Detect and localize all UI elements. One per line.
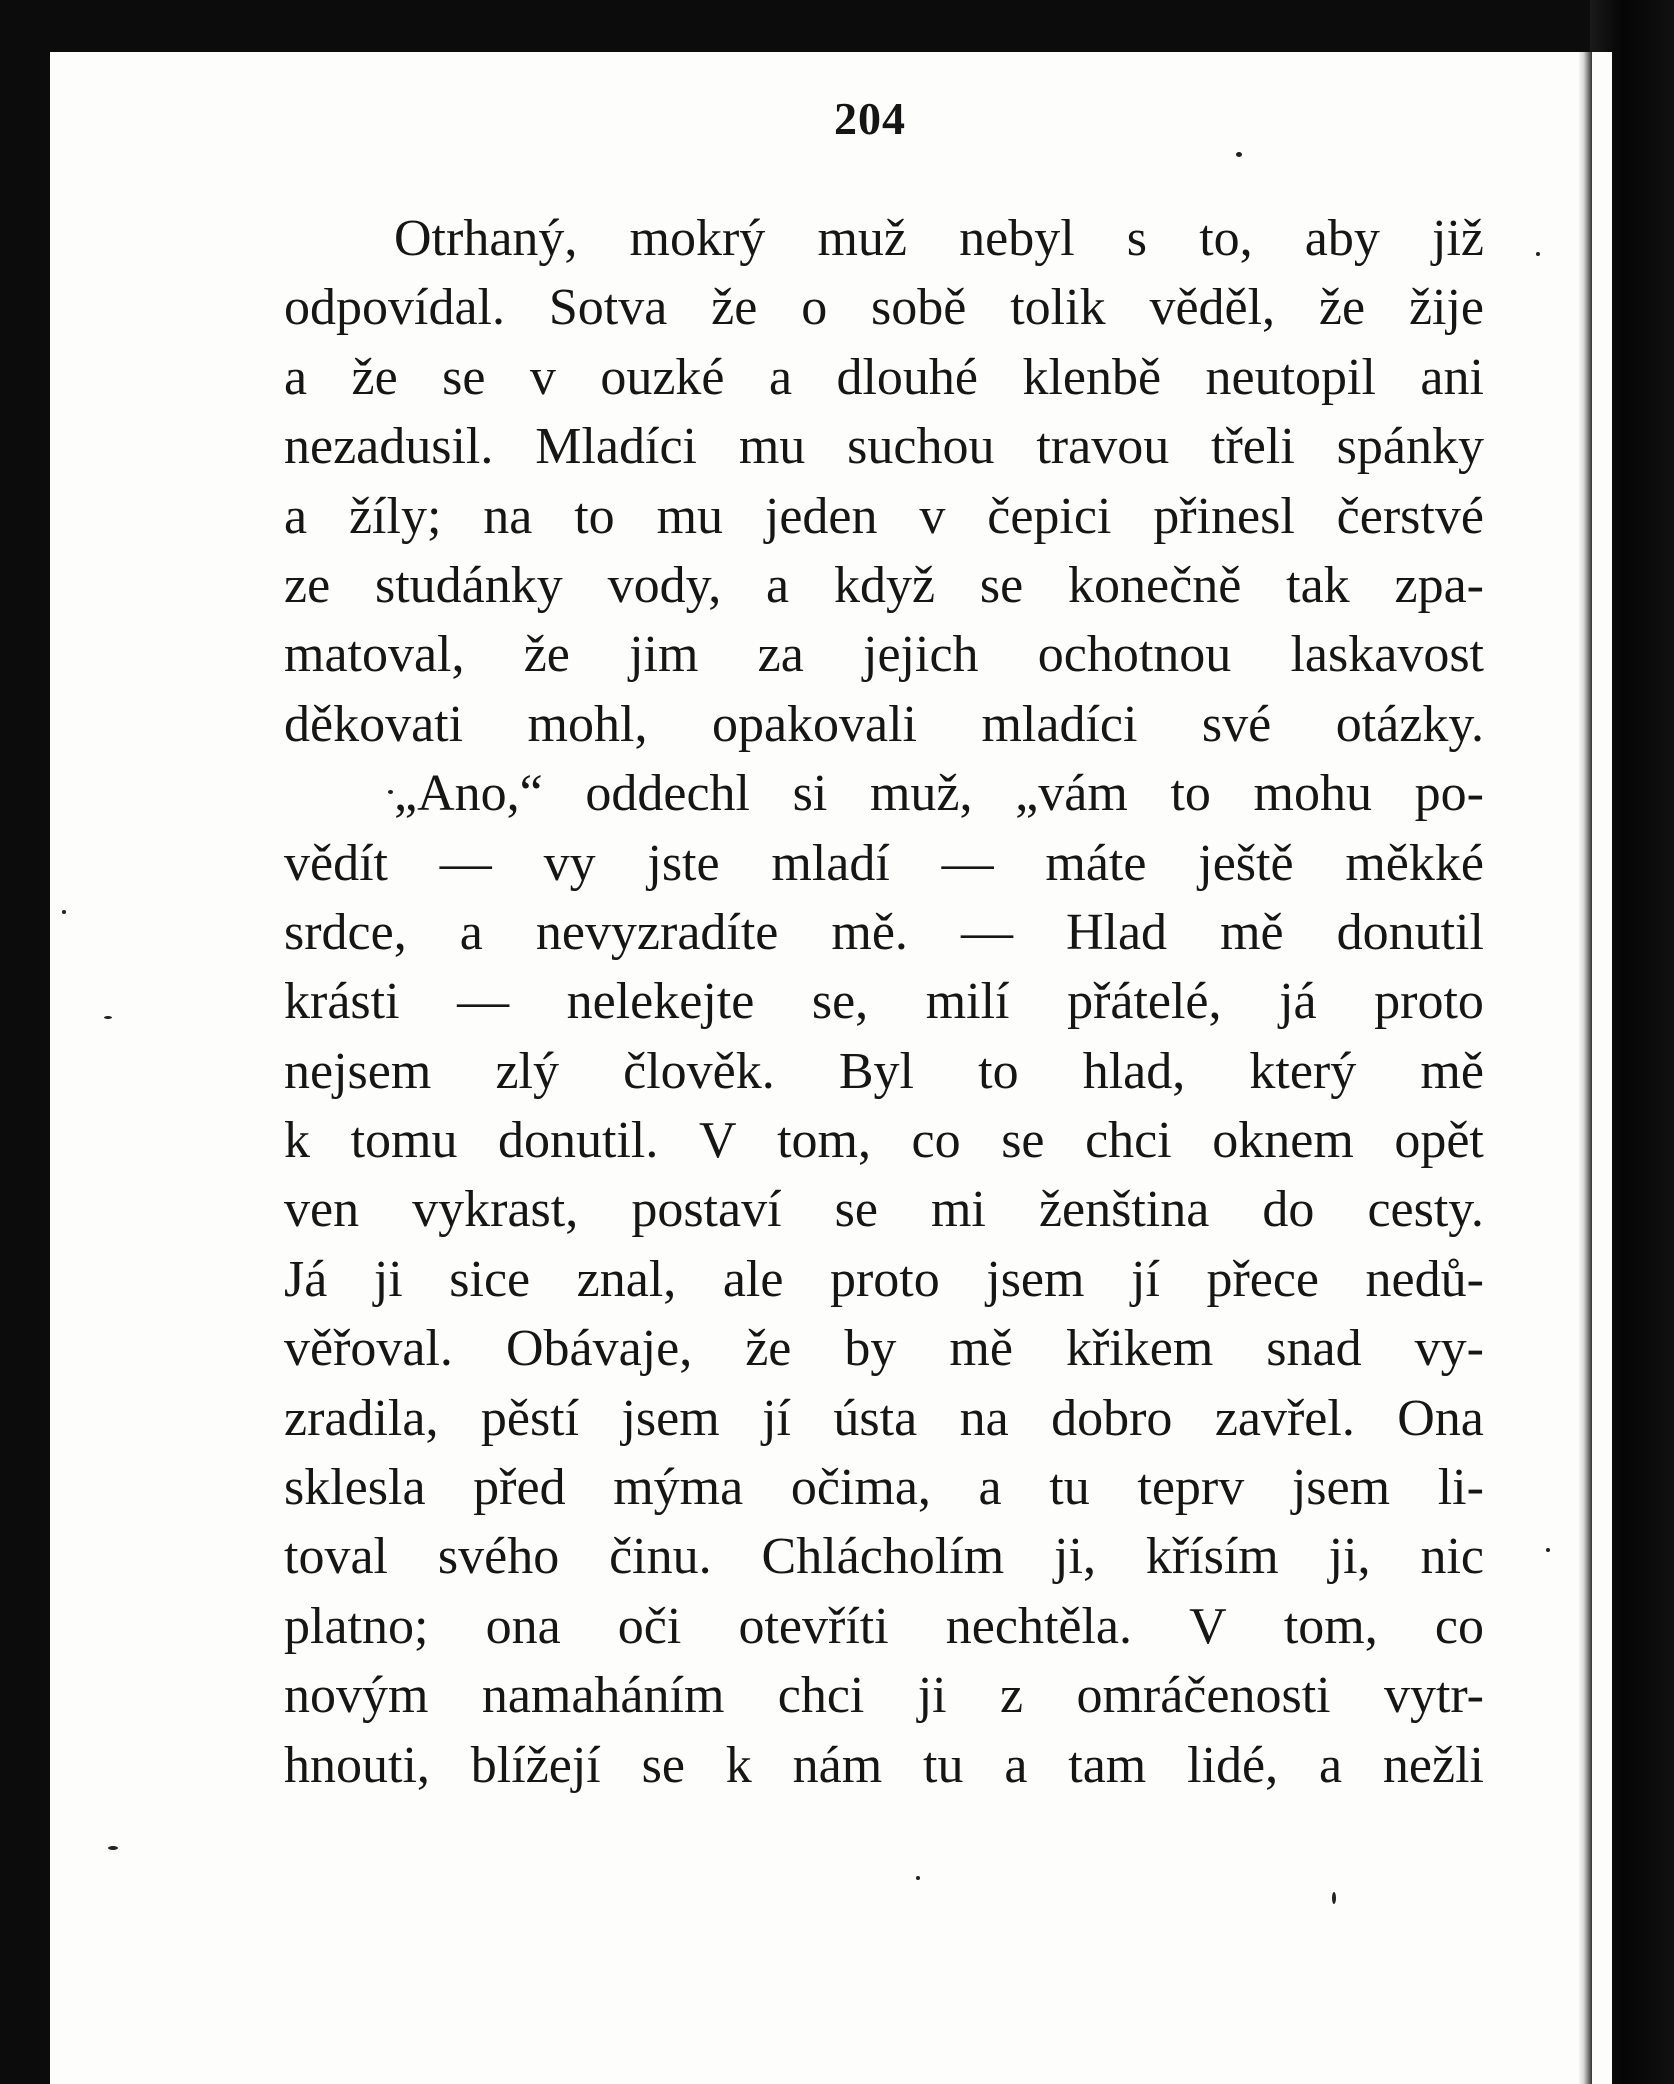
word: že: [351, 348, 398, 406]
word: opět: [1394, 1112, 1484, 1170]
text-line: [284, 1661, 1484, 1730]
word: ona: [485, 1597, 561, 1655]
scan-speck: [1236, 152, 1242, 157]
word: chci: [777, 1667, 865, 1725]
word: s: [1126, 210, 1148, 267]
word: přátelé,: [1067, 973, 1222, 1031]
word: V: [1189, 1597, 1227, 1655]
word: ji,: [1328, 1528, 1371, 1586]
text-line: [284, 1175, 1484, 1244]
scan-speck: [1332, 1892, 1336, 1904]
word: spánky: [1336, 418, 1484, 476]
word: travou: [1036, 418, 1170, 476]
word: mě: [1420, 1042, 1484, 1100]
text-line: [284, 482, 1484, 551]
scan-speck: [1546, 1548, 1550, 1552]
word: cesty.: [1367, 1181, 1484, 1239]
text-line: [284, 1106, 1484, 1175]
word: za: [757, 626, 804, 684]
word: suchou: [847, 418, 995, 476]
page-text: [284, 204, 1484, 1800]
text-line: [284, 1592, 1484, 1661]
word: vědít: [284, 834, 388, 892]
word: namaháním: [481, 1667, 725, 1725]
word: muž: [817, 210, 907, 267]
word: platno;: [284, 1597, 429, 1655]
word: novým: [284, 1667, 429, 1725]
page-number: 204: [834, 93, 906, 144]
word: křikem: [1065, 1320, 1214, 1378]
word: —: [941, 834, 994, 892]
word: mokrý: [629, 210, 766, 267]
text-line: [284, 551, 1484, 620]
word: Sotva: [548, 279, 668, 337]
word: nelekejte: [566, 973, 755, 1031]
word: třeli: [1211, 418, 1295, 476]
text-line: [284, 759, 1484, 828]
word: tom,: [1283, 1597, 1378, 1655]
word: li-: [1437, 1459, 1484, 1517]
word: očima,: [790, 1459, 931, 1517]
word: jste: [647, 834, 720, 892]
word: tom,: [777, 1112, 871, 1170]
word: matoval,: [284, 626, 465, 684]
word: nevyzradíte: [535, 903, 779, 961]
text-line: [284, 620, 1484, 689]
word: a: [766, 556, 790, 614]
word: člověk.: [623, 1042, 775, 1100]
word: mladí: [771, 834, 890, 892]
word: vykrast,: [412, 1181, 579, 1239]
word: své: [1201, 695, 1272, 753]
word: oči: [617, 1597, 682, 1655]
word: hlad,: [1082, 1042, 1186, 1100]
word: dlouhé: [836, 348, 979, 406]
word: oddechl: [585, 765, 750, 823]
word: svého: [437, 1528, 560, 1586]
word: hnouti,: [284, 1736, 430, 1794]
word: mýma: [613, 1459, 744, 1517]
word: odpovídal.: [284, 279, 505, 337]
word: pěstí: [480, 1389, 580, 1447]
word: sobě: [871, 279, 967, 337]
word: to: [978, 1042, 1019, 1100]
word: Obávaje,: [505, 1320, 693, 1378]
word: Ona: [1397, 1389, 1484, 1447]
word: nežli: [1382, 1736, 1484, 1794]
word: Hlad: [1065, 903, 1168, 961]
word: ochotnou: [1037, 626, 1232, 684]
word: ústa: [833, 1389, 918, 1447]
word: k: [284, 1112, 310, 1170]
text-line: [284, 1522, 1484, 1591]
word: k: [725, 1736, 752, 1794]
word: by: [844, 1320, 897, 1378]
word: —: [960, 903, 1013, 961]
word: jejich: [863, 626, 979, 684]
word: jsem: [986, 1250, 1085, 1308]
word: snad: [1266, 1320, 1362, 1378]
word: konečně: [1068, 556, 1242, 614]
word: a: [459, 903, 483, 961]
word: proto: [829, 1250, 940, 1308]
word: a: [1318, 1736, 1343, 1794]
word: zlý: [495, 1042, 559, 1100]
word: mu: [656, 487, 724, 545]
word: již: [1432, 210, 1484, 267]
word: donutil.: [498, 1112, 659, 1170]
scan-speck: [62, 910, 66, 914]
word: krásti: [284, 973, 400, 1031]
word: který: [1249, 1042, 1357, 1100]
word: mi: [930, 1181, 986, 1239]
word: na: [959, 1389, 1009, 1447]
word: že: [1318, 279, 1366, 337]
word: vy-: [1414, 1320, 1484, 1378]
word: tak: [1286, 556, 1350, 614]
word: sklesla: [284, 1459, 426, 1517]
text-line: [284, 1245, 1484, 1314]
word: mě: [1220, 903, 1284, 961]
word: Otrhaný,: [394, 210, 578, 267]
word: se,: [811, 973, 869, 1031]
word: jí: [1131, 1250, 1160, 1308]
scan-speck: [108, 1846, 118, 1850]
text-line: [284, 1037, 1484, 1106]
word: zradila,: [284, 1389, 439, 1447]
word: tu: [1049, 1459, 1090, 1517]
word: věděl,: [1149, 279, 1276, 337]
word: mě: [949, 1320, 1013, 1378]
word: nic: [1420, 1528, 1484, 1586]
word: nebyl: [959, 210, 1075, 267]
word: jsem: [621, 1389, 720, 1447]
word: nedů-: [1365, 1250, 1484, 1308]
word: ji: [917, 1667, 947, 1725]
word: ze: [284, 556, 331, 614]
word: z: [1000, 1667, 1024, 1725]
text-line: [284, 204, 1484, 273]
word: činu.: [609, 1528, 712, 1586]
word: tolik: [1010, 279, 1106, 337]
word: tomu: [350, 1112, 458, 1170]
word: na: [483, 487, 533, 545]
word: muž,: [869, 765, 973, 823]
word: a: [978, 1459, 1002, 1517]
word: ženština: [1038, 1181, 1210, 1239]
word: se: [1001, 1112, 1045, 1170]
word: ani: [1420, 348, 1484, 406]
word: čepici: [987, 487, 1112, 545]
text-line: [284, 1453, 1484, 1522]
word: laskavost: [1290, 626, 1484, 684]
word: se: [834, 1181, 878, 1239]
word: nechtěla.: [945, 1597, 1133, 1655]
word: proto: [1374, 973, 1484, 1031]
word: sice: [449, 1250, 531, 1308]
word: opakovali: [711, 695, 917, 753]
word: dobro: [1051, 1389, 1173, 1447]
page-edge: [1578, 52, 1592, 2084]
scan-speck: [1536, 252, 1540, 256]
word: jim: [629, 626, 699, 684]
word: v: [919, 487, 946, 545]
word: otázky.: [1335, 695, 1484, 753]
word: přinesl: [1153, 487, 1295, 545]
word: nám: [792, 1736, 883, 1794]
word: zpa-: [1394, 556, 1484, 614]
word: ale: [722, 1250, 784, 1308]
word: Byl: [838, 1042, 914, 1100]
word: nezadusil.: [284, 418, 494, 476]
word: milí: [925, 973, 1010, 1031]
word: o: [801, 279, 828, 337]
word: se: [641, 1736, 685, 1794]
word: znal,: [576, 1250, 677, 1308]
word: já: [1279, 973, 1317, 1031]
word: „vám: [1015, 765, 1128, 823]
word: žíly;: [348, 487, 442, 545]
word: vody,: [607, 556, 722, 614]
word: po-: [1414, 765, 1484, 823]
word: jí: [762, 1389, 792, 1447]
word: že: [711, 279, 758, 337]
word: to: [1170, 765, 1211, 823]
word: věřoval.: [284, 1320, 453, 1378]
word: před: [473, 1459, 566, 1517]
word: že: [745, 1320, 792, 1378]
word: „Ano,“: [394, 765, 543, 823]
word: vytr-: [1383, 1667, 1484, 1725]
word: toval: [284, 1528, 388, 1586]
word: mladíci: [981, 695, 1138, 753]
word: a: [768, 348, 793, 406]
word: to,: [1199, 210, 1253, 267]
word: a: [284, 487, 308, 545]
word: mohl,: [527, 695, 648, 753]
word: máte: [1045, 834, 1147, 892]
word: měkké: [1345, 834, 1484, 892]
word: lidé,: [1187, 1736, 1279, 1794]
word: že: [523, 626, 570, 684]
word: chci: [1085, 1112, 1172, 1170]
word: tu: [923, 1736, 964, 1794]
word: vy: [543, 834, 596, 892]
word: otevříti: [738, 1597, 889, 1655]
word: teprv: [1137, 1459, 1245, 1517]
word: postaví: [631, 1181, 782, 1239]
word: ji: [373, 1250, 403, 1308]
word: ven: [284, 1181, 360, 1239]
word: Já: [284, 1250, 328, 1308]
word: ji,: [1054, 1528, 1096, 1586]
scan-speck: [916, 1876, 920, 1880]
word: když: [833, 556, 936, 614]
word: nejsem: [284, 1042, 432, 1100]
word: mu: [738, 418, 806, 476]
word: v: [529, 348, 556, 406]
word: studánky: [375, 556, 563, 614]
word: srdce,: [284, 903, 407, 961]
scan-speck: [388, 790, 393, 794]
word: —: [439, 834, 492, 892]
text-line: [284, 690, 1484, 759]
text-line: [284, 1384, 1484, 1453]
word: přece: [1206, 1250, 1319, 1308]
word: tam: [1068, 1736, 1147, 1794]
text-line: [284, 412, 1484, 481]
word: čerstvé: [1336, 487, 1484, 545]
word: jsem: [1291, 1459, 1391, 1517]
text-line: [284, 343, 1484, 412]
word: V: [698, 1112, 737, 1170]
word: co: [1434, 1597, 1484, 1655]
word: mohu: [1253, 765, 1372, 823]
text-line: [284, 1314, 1484, 1383]
word: co: [911, 1112, 961, 1170]
text-line: [284, 273, 1484, 342]
word: mě.: [831, 903, 908, 961]
word: děkovati: [284, 695, 464, 753]
word: Chlácholím: [761, 1528, 1005, 1586]
word: ouzké: [600, 348, 725, 406]
text-line: [284, 1731, 1484, 1800]
word: neutopil: [1205, 348, 1376, 406]
word: to: [574, 487, 615, 545]
word: si: [792, 765, 828, 823]
word: omráčenosti: [1076, 1667, 1331, 1725]
text-line: [284, 898, 1484, 967]
word: a: [284, 348, 308, 406]
text-line: [284, 967, 1484, 1036]
word: se: [442, 348, 486, 406]
word: se: [979, 556, 1024, 614]
word: donutil: [1336, 903, 1484, 961]
text-line: [284, 829, 1484, 898]
word: blížejí: [470, 1736, 601, 1794]
word: a: [1004, 1736, 1028, 1794]
word: do: [1262, 1181, 1315, 1239]
word: oknem: [1212, 1112, 1354, 1170]
word: jeden: [764, 487, 878, 545]
scan-speck: [104, 1016, 112, 1019]
word: zavřel.: [1214, 1389, 1355, 1447]
word: ještě: [1198, 834, 1294, 892]
word: Mladíci: [535, 418, 697, 476]
word: —: [457, 973, 510, 1031]
word: křísím: [1145, 1528, 1279, 1586]
word: klenbě: [1022, 348, 1162, 406]
word: aby: [1304, 210, 1380, 267]
word: žije: [1408, 279, 1484, 337]
